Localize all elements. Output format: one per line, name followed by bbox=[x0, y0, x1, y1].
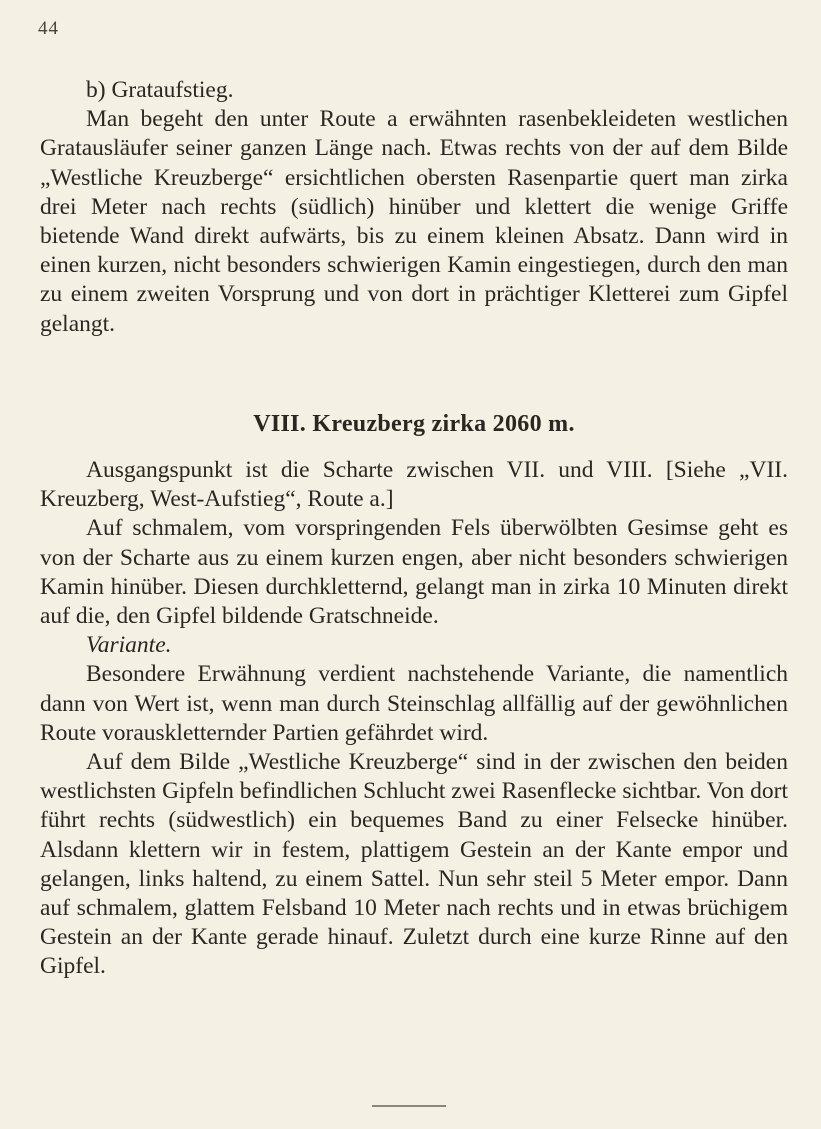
section-viii-title: VIII. Kreuzberg zirka 2060 m. bbox=[253, 411, 575, 437]
section-viii-paragraph-4: Auf dem Bilde „Westliche Kreuzberge“ sind in der zwischen den beiden westlichsten Gipfeln befindlichen Schlucht zwei Rasenflecke sichtbar. Von dort führt rechts (südwestlich) ein bequemes Band zu einer Felsecke hinüber. Alsdann klettern wir in festem, plattigem Gestein an der Kante empor und gelangen, links haltend, zu einem Sattel. Nun sehr steil 5 Meter empor. Dann auf schmalem, glattem Felsband 10 Meter nach rechts und in etwas brüchigem Gestein an der Kante gerade hinauf. Zuletzt durch eine kurze Rinne auf den Gipfel. bbox=[40, 749, 788, 980]
variant-label: Variante. bbox=[86, 632, 172, 659]
section-b-paragraph: Man begeht den unter Route a erwähnten rasenbekleideten westlichen Gratausläufer seiner ganzen Länge nach. Etwas rechts von der auf dem Bilde „Westliche Kreuzberge“ ersichtlichen obersten Rasenpartie quert man zirka drei Meter nach rechts (südlich) hinüber und klettert die wenige Griffe bietende Wand direkt aufwärts, bis zu einem kleinen Absatz. Dann wird in einen kurzen, nicht besonders schwierigen Kamin eingestiegen, durch den man zu einem zweiten Vorsprung und von dort in prächtiger Kletterei zum Gipfel gelangt. bbox=[40, 106, 788, 337]
section-b-block bbox=[40, 76, 788, 339]
section-viii-paragraph-1: Ausgangspunkt ist die Scharte zwischen VII. und VIII. [Siehe „VII. Kreuzberg, West-Aufstieg“, Route a.] bbox=[40, 457, 788, 513]
section-viii-paragraph-2: Auf schmalem, vom vorspringenden Fels überwölbten Gesimse geht es von der Scharte aus zu einem kurzen engen, aber nicht besonders schwierigen Kamin hinüber. Diesen durchkletternd, gelangt man in zirka 10 Minuten direkt auf die, den Gipfel bildende Gratschneide. bbox=[40, 515, 788, 630]
section-b-heading: b) Grataufstieg. bbox=[86, 77, 234, 103]
section-viii-paragraph-3: Besondere Erwähnung verdient nachstehende Variante, die namentlich dann von Wert ist, wenn man durch Steinschlag allfällig auf der gewöhnlichen Route vorauskletternder Partien gefährdet wird. bbox=[40, 661, 788, 746]
page-number: 44 bbox=[38, 18, 59, 39]
bottom-rule bbox=[372, 1105, 446, 1107]
section-viii-block bbox=[40, 456, 788, 982]
